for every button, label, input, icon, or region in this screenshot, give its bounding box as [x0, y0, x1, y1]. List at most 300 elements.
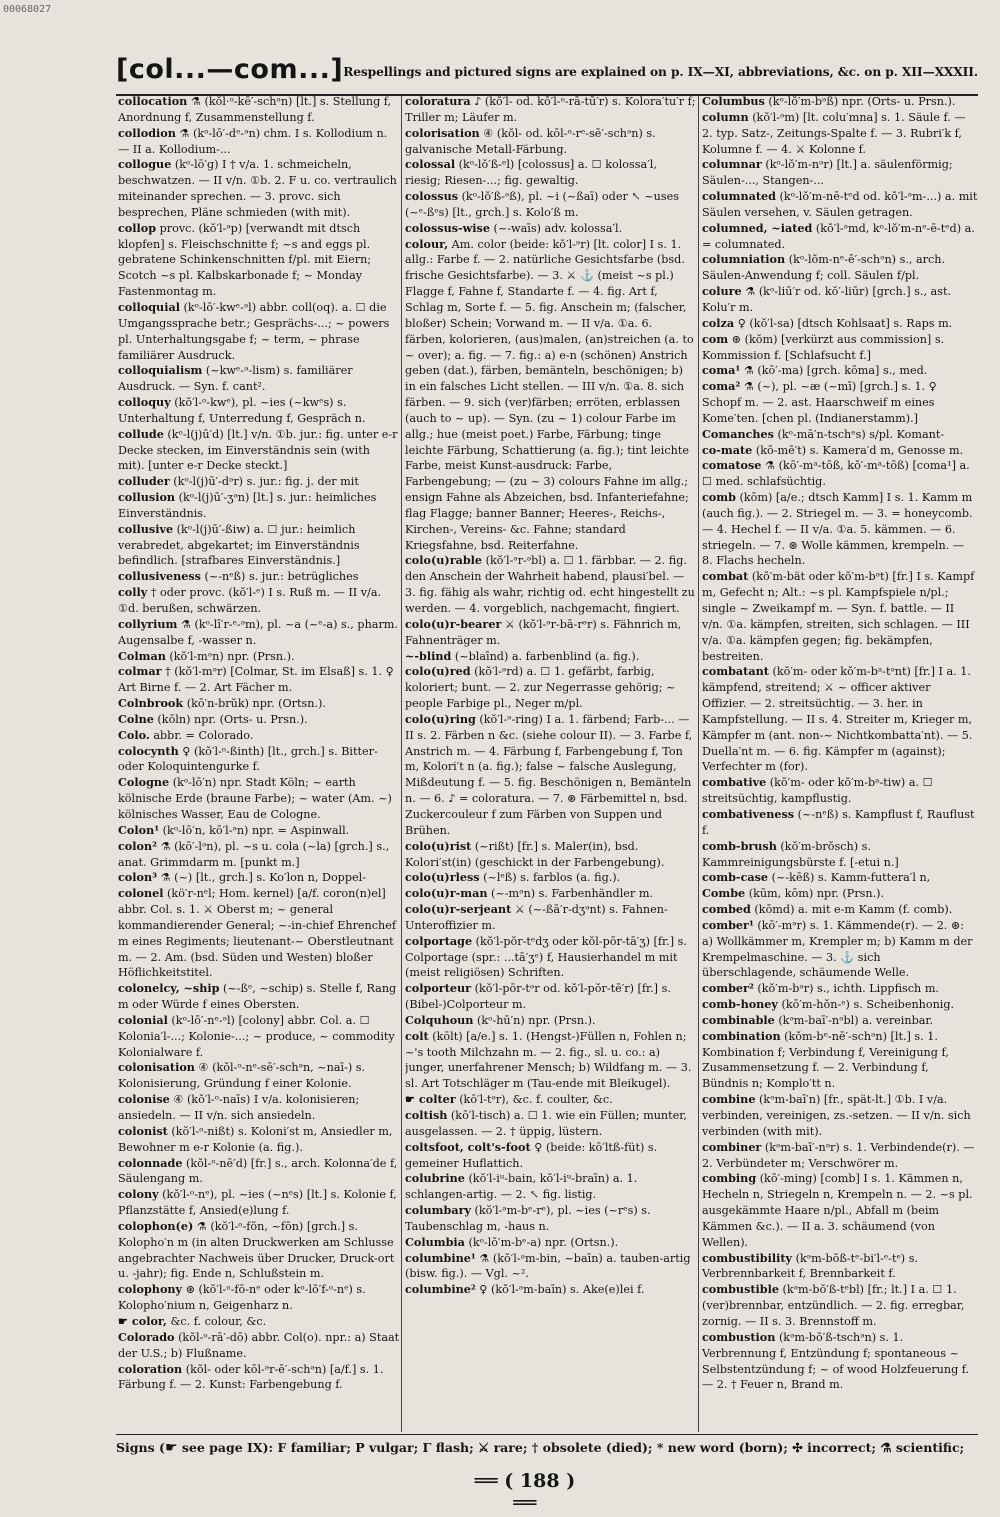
dictionary-entry [405, 981, 696, 1013]
entry-text: (kᵒ-lŏ′ß-ᵉl) [colossus] a. ☐ kolossa′l, riesig; Riesen-...; fig. gewaltig. [405, 158, 657, 188]
entry-headword: combustible [702, 1282, 779, 1297]
dictionary-entry [405, 870, 696, 886]
dictionary-entry [118, 1187, 400, 1219]
entry-headword: coltish [405, 1108, 448, 1122]
entry-headword: colloquialism [118, 363, 203, 378]
entry-headword: coloration [118, 1361, 183, 1376]
entry-text: (kᵊm-baī′-nᵊr) s. 1. Verbindende(r). — 2. Verbündeter m; Verschwörer m. [702, 1140, 975, 1170]
entry-headword: collocation [118, 94, 188, 108]
entry-text: (kᵊm-baī′-nᵊbl) a. vereinbar. [774, 1013, 934, 1027]
entry-text: (kō′l-tisch) a. ☐ 1. wie ein Füllen; munter, ausgelassen. — 2. † üppig, lüstern. [405, 1109, 687, 1138]
entry-text: (kŏ′l-ᵒ-nᵉ), pl. ~ies (~nᵉs) [lt.] s. Kolonie f, Pflanzstätte f, Ansied(e)lung f. [118, 1188, 397, 1218]
dictionary-entry [118, 839, 400, 871]
entry-text: (kᵊm-bŏ′ß-tᵉbl) [fr.; lt.] I a. ☐ 1. (ver)brennbar, entzündlich. — 2. fig. erregbar, zornig. — II s. 3. Brennstoff m. [702, 1283, 965, 1328]
entry-text: (kᵒ-lō′n, kō′l-ᵊn) npr. = Aspinwall. [159, 823, 350, 837]
dictionary-entry [702, 1330, 978, 1393]
dictionary-entry [118, 823, 400, 839]
dictionary-entry [702, 1171, 978, 1250]
dictionary-entry [405, 1013, 696, 1029]
dictionary-entry [702, 1282, 978, 1330]
entry-text: (kᵒ-lŏ′m-bᵊß) npr. (Orts- u. Prsn.). [764, 95, 956, 108]
entry-headword: combativeness [702, 806, 795, 821]
dictionary-entry [405, 126, 696, 158]
entry-headword: colonnade [118, 1155, 183, 1170]
entry-headword: colophon(e) [118, 1218, 194, 1233]
entry-text: ④ (kŏ′l-ᵒ-naīs) I v/a. kolonisieren; ansiedeln. — II v/n. sich ansiedeln. [118, 1093, 360, 1122]
entry-text: (kᵒ-l(j)ū′-dᵊr) s. jur.: fig. j. der mit [169, 475, 359, 489]
entry-headword: collogue [118, 157, 172, 172]
entry-headword: combatant [702, 664, 769, 679]
entry-headword: combustibility [702, 1250, 793, 1265]
dictionary-entry [118, 728, 400, 744]
dictionary-entry [702, 379, 978, 427]
dictionary-entry [118, 744, 400, 776]
entry-headword: colossal [405, 157, 456, 172]
entry-text: (kᵒ-lŏ′m-nē-tᵉd od. kŏ′l-ᵊm-...) a. mit Säulen versehen, v. Säulen getragen. [702, 190, 978, 219]
entry-headword: colloquy [118, 395, 171, 410]
entry-text: (kᵒ-l(j)ū′d) [lt.] v/n. ①b. jur.: fig. unter e-r Decke stecken, im Einverständnis sein (with mit). [unter e-r Decke steckt.] [118, 427, 398, 473]
entry-headword: columbary [405, 1203, 471, 1218]
dictionary-entry [702, 902, 978, 918]
entry-headword: colly [118, 585, 148, 600]
footer-rule [116, 1434, 978, 1435]
entry-headword: coltsfoot, colt's-foot [405, 1139, 531, 1154]
dictionary-entry [405, 649, 696, 665]
entry-text: (~-ßᵉ, ~schip) s. Stelle f, Rang m oder Würde f eines Obersten. [118, 982, 397, 1012]
dictionary-entry [702, 664, 978, 775]
entry-headword: colza [702, 315, 735, 330]
dictionary-entry [118, 395, 400, 427]
dictionary-entry [405, 1029, 696, 1092]
dictionary-entry [702, 252, 978, 284]
signs-text: see page IX): F familiar; P vulgar; Γ flash; ⚔ rare; † obsolete (died); * new word (born); ✣ incorrect; ⚗ scientific; [181, 1440, 965, 1455]
entry-headword: colubrine [405, 1171, 465, 1186]
entry-headword: comb-brush [702, 838, 777, 853]
entry-text: (kᵒ-lō′-kwᵉ-ᵊl) abbr. coll(oq). a. ☐ die Umgangssprache betr.; Gesprächs-...; ~ powers pl. Unterhaltungsgabe f; ~ term, ~ phrase familiärer Ausdruck. [118, 300, 390, 362]
entry-headword: combative [702, 775, 767, 790]
entry-headword: colo(u)r-man [405, 886, 488, 901]
entry-headword: ☛ colter [405, 1092, 456, 1107]
entry-text: (kŏ′m- oder kŏ′m-bᵃ-tᵊnt) [fr.] I a. 1. kämpfend, streitend; ⚔ ~ officer aktiver Offizier. — 2. streitsüchtig. — 3. her. in Kampfstellung. — II s. 4. Streiter m, Krieger m, Kämpfer m (ant. non-~ Nichtkombatta′nt). — 5. Duella′nt m. — 6. fig. Kämpfer m (against); Verfechter m (for). [702, 665, 973, 774]
dictionary-entry [702, 363, 978, 379]
entry-text: ⚗ (kᵒ-lō′-dᵉ-ᵊn) chm. I s. Kollodium n. — II a. Kollodium-... [118, 126, 388, 156]
entry-headword: colo(u)red [405, 664, 471, 679]
dictionary-entry [118, 664, 400, 696]
dictionary-entry [118, 474, 400, 490]
entry-headword: colportage [405, 933, 473, 948]
entry-headword: colloquial [118, 299, 180, 314]
entry-headword: coma² [702, 379, 741, 394]
entry-text: ⚗ (kŏ′l-ᵊm-bin, ~baīn) a. tauben-artig (bisw. fig.). — Vgl. ~². [405, 1251, 691, 1281]
entry-text: Am. color (beide: kŏ′l-ᵊr) [lt. color] I s. 1. allg.: Farbe f. — 2. natürliche Gesichtsfarbe (bsd. frische Gesichtsfarbe). — 3. ⚔ ⚓ (meist ~s pl.) Flagge f, Fahne f, Standarte f. — 4. fig. Art f, Schlag m, Sorte f. — 5. fig. Anschein m; (falscher, bloßer) Schein; Vorwand m. — II v/a. ①a. 6. färben, kolorieren, (aus)malen, (an)streichen (a. to ~ over); a. fig. — 7. fig.: a) e-n (schönen) Anstrich geben (dat.), färben, bemänteln, beschönigen; b) in ein falsches Licht stellen. — III v/n. ①a. 8. sich färben. — 9. sich (ver)färben; erröten, erblassen (auch to ~ up). — Syn. (zu ~ 1) colour Farbe im allg.; hue (meist poet.) Farbe, Färbung; tinge leichte Färbung, Schattierung (a. fig.); tint leichte Farbe, meist Kunst-ausdruck: Farbe, Farbengebung; — (zu ~ 3) colours Fahne im allg.; ensign Fahne als Abzeichen, bsd. Infanteriefahne; flag Flagge; banner Banner; Heeres-, Reichs-, Kirchen-, Vereins- &c. Fahne; standard Kriegsfahne, bsd. Reiterfahne. [405, 237, 694, 552]
entry-headword: colo(u)rless [405, 870, 480, 885]
entry-text: (kᵒ-lŏ′ß-ᵊß), pl. ~i (~ßaī) oder ↖ ~uses (~ᵉ-ßᵉs) [lt., grch.] s. Kolo′ß m. [405, 190, 679, 219]
entry-text: ♀ (kŏ′l-ᵊm-baīn) s. Ake(e)lei f. [475, 1283, 645, 1297]
dictionary-entry [405, 189, 696, 221]
entry-text: (kŏl-ᵒ-nē′d) [fr.] s., arch. Kolonna′de f, Säulengang m. [118, 1156, 398, 1186]
entry-headword: Columbus [702, 94, 765, 108]
entry-headword: colonel [118, 886, 164, 901]
entry-headword: columbine² [405, 1282, 476, 1297]
entry-text: ⚔ (~-ßā′r-dʒᵊnt) s. Fahnen-Unteroffizier m. [405, 903, 668, 932]
entry-headword: combiner [702, 1139, 762, 1154]
entry-text: (kᵒ-lŏ′m-bᵉ-a) npr. (Ortsn.). [464, 1235, 619, 1249]
dictionary-entry [702, 458, 978, 490]
page-header [116, 52, 978, 96]
entry-text: (kō′-mᵊr) s. 1. Kämmende(r). — 2. ⊛: a) Wollkämmer m, Krempler m; b) Kamm m der Krempelmaschine. — 3. ⚓ sich überschlagende, schäumende Welle. [702, 918, 973, 980]
entry-headword: colossus-wise [405, 220, 490, 235]
entry-text: (kōmd) a. mit e-m Kamm (f. comb). [750, 903, 953, 917]
dictionary-entry [405, 221, 696, 237]
entry-headword: colonelcy, ~ship [118, 981, 220, 996]
dictionary-entry [405, 617, 696, 649]
guide-words: [col...—com...] [116, 54, 344, 85]
entry-text: (kᵒ-hū′n) npr. (Prsn.). [473, 1013, 596, 1027]
entry-headword: comb-honey [702, 997, 778, 1012]
entry-headword: collusive [118, 521, 174, 536]
entry-text: (kō′-ming) [comb] I s. 1. Kämmen n, Hecheln n, Striegeln n, Krempeln n. — 2. ~s pl. ausgekämmte Haare n/pl., Abfall m (beim Kämmen &c.). — II a. 3. schäumend (von Wellen). [702, 1172, 973, 1249]
dictionary-entry [405, 934, 696, 982]
entry-text: (kŏ′m- oder kŏ′m-bᵃ-tiw) a. ☐ streitsüchtig, kampflustig. [702, 776, 933, 806]
dictionary-entry [702, 1092, 978, 1140]
entry-text: ♪ (kŏ′l- od. kō′l-ᵒ-rā-tū′r) s. Kolora′tu′r f; Triller m; Läufer m. [405, 95, 696, 124]
entry-headword: colon² [118, 838, 158, 853]
entry-text: (kŏ′l-ᵊr-ᵊbl) a. ☐ 1. färbbar. — 2. fig. den Anschein der Wahrheit habend, plausi′bel. — 3. fig. fähig als wahr, richtig od. echt hingestellt zu werden. — 4. vorgeblich, nachgemacht, fingiert. [405, 554, 695, 615]
dictionary-entry [702, 807, 978, 839]
entry-text: (kō-mē′t) s. Kamera′d m, Genosse m. [752, 443, 964, 457]
dictionary-entry [702, 981, 978, 997]
dictionary-entry [702, 332, 978, 364]
entry-headword: colo(u)ring [405, 711, 476, 726]
entry-headword: colorisation [405, 125, 480, 140]
dictionary-entry [702, 569, 978, 664]
entry-headword: colo(u)rist [405, 838, 472, 853]
dictionary-entry [118, 1156, 400, 1188]
dictionary-entry [702, 427, 978, 443]
entry-headword: collyrium [118, 616, 178, 631]
dictionary-entry [118, 1330, 400, 1362]
entry-headword: Colorado [118, 1329, 175, 1344]
entry-text: (kᵒ-lŏm-nᵉ-ē′-schᵊn) s., arch. Säulen-Anwendung f; coll. Säulen f/pl. [702, 253, 946, 283]
entry-headword: Combe [702, 886, 746, 901]
dictionary-entry [405, 664, 696, 712]
entry-text: ⚗ (~) [lt., grch.] s. Ko′lon n, Doppel- [157, 871, 366, 885]
entry-text: (kōm) [a/e.; dtsch Kamm] I s. 1. Kamm m (auch fig.). — 2. Striegel m. — 3. = honeycomb. — 4. Hechel f. — II v/a. ①a. 5. kämmen. — 6. striegeln. — 7. ⊛ Wolle kämmen, krempeln. — 8. Flachs hecheln. [702, 491, 973, 568]
dictionary-entry [118, 981, 400, 1013]
entry-text: ⊛ (kŏm) [verkürzt aus commission] s. Kommission f. [Schlafsucht f.] [702, 332, 945, 362]
dictionary-entry [118, 569, 400, 585]
page-number-value: 188 [519, 1470, 560, 1492]
entry-text: (~blaīnd) a. farbenblind (a. fig.). [451, 649, 640, 663]
entry-text: (kŏ′l-iᵘ-bain, kŏ′l-iᵘ-braīn) a. 1. schlangen-artig. — 2. ↖ fig. listig. [405, 1172, 638, 1202]
entry-headword: combine [702, 1092, 756, 1107]
entry-text: (kᵒ-lō′-nᵉ-ᵊl) [colony] abbr. Col. a. ☐ Kolonia′l-...; Kolonie-...; ~ produce, ~ commodity Kolonialware f. [118, 1013, 395, 1059]
entry-text: (~-nᵉß) s. jur.: betrügliches [200, 570, 359, 584]
entry-headword: columniation [702, 252, 786, 267]
dictionary-entry [702, 1140, 978, 1172]
column-1 [118, 94, 400, 1434]
entry-headword: comber² [702, 981, 754, 996]
dictionary-entry [118, 585, 400, 617]
entry-headword: Colquhoun [405, 1012, 474, 1027]
entry-text: (kŏ′m-brŏsch) s. Kammreinigungsbürste f. [-etui n.] [702, 839, 899, 869]
entry-text: (kōlt) [a/e.] s. 1. (Hengst-)Füllen n, Fohlen n; ~'s tooth Milchzahn m. — 2. fig., sl. u. co.: a) junger, unerfahrener Mensch; b) Wildfang m. — 3. sl. Art Totschläger m (Tau-ende mit Bleikugel). [405, 1029, 692, 1091]
dictionary-entry [702, 1029, 978, 1092]
entry-text: ⚗ (kᵒ-liū′r od. kŏ′-liūr) [grch.] s., ast. Kolu′r m. [702, 285, 952, 314]
entry-text: ⚗ (kō′-lᵊn), pl. ~s u. cola (~la) [grch.] s., anat. Grimmdarm m. [punkt m.] [118, 839, 390, 869]
entry-headword: collop [118, 220, 157, 235]
entry-text: (kᵒ-l(j)ū′-ʒᵊn) [lt.] s. jur.: heimliches Einverständnis. [118, 491, 377, 520]
entry-headword: collude [118, 426, 164, 441]
entry-text: (~-kēß) s. Kamm-futtera′l n, [768, 871, 931, 885]
entry-headword: colonisation [118, 1060, 195, 1075]
dictionary-entry [702, 490, 978, 569]
entry-headword: Colman [118, 648, 166, 663]
entry-headword: combinable [702, 1012, 775, 1027]
entry-headword: collusion [118, 490, 176, 505]
signs-legend: Signs (☛ see page IX): F familiar; P vulgar; Γ flash; ⚔ rare; † obsolete (died); * new word (born); ✣ incorrect; ⚗ scientific; [116, 1440, 965, 1456]
column-divider [698, 96, 699, 1432]
dictionary-entry [118, 427, 400, 475]
entry-headword: colluder [118, 474, 170, 489]
entry-text: (kŏ′l-ᵒ-kwᵉ), pl. ~ies (~kwᵉs) s. Unterhaltung f, Unterredung f, Gespräch n. [118, 396, 366, 425]
entry-text: (kᵒ-lō′n) npr. Stadt Köln; ~ earth kölnische Erde (braune Farbe); ~ water (Am. ~) kölnisches Wasser, Eau de Cologne. [118, 776, 392, 821]
entry-headword: colocynth [118, 743, 179, 758]
column-3 [702, 94, 978, 1434]
dictionary-entry [702, 918, 978, 981]
dictionary-entry [118, 1124, 400, 1156]
entry-text: ⚗ (kŏ′l-ᵒ-fŏn, ~fōn) [grch.] s. Kolopho′n m (in alten Druckwerken am Schlusse angebrachter Nachweis über Drucker, Druck-ort u. -jahr); fig. Ende n, Schlußstein m. [118, 1219, 395, 1281]
entry-headword: coma¹ [702, 363, 741, 378]
dictionary-entry [702, 1013, 978, 1029]
entry-headword: columnar [702, 157, 762, 172]
entry-headword: coloratura [405, 94, 471, 108]
entry-text: (kŏ′m-bᵊr) s., ichth. Lippfisch m. [753, 982, 939, 996]
entry-headword: colonise [118, 1092, 170, 1107]
dictionary-entry [405, 1235, 696, 1251]
entry-text: (kūm, kōm) npr. (Prsn.). [745, 887, 885, 901]
entry-headword: colo(u)r-bearer [405, 616, 502, 631]
dictionary-entry [118, 712, 400, 728]
page-number: ══ ( 188 ) ══ [474, 1470, 576, 1514]
dictionary-entry [118, 1362, 400, 1394]
entry-text: (~-waīs) adv. kolossa′l. [489, 221, 623, 235]
entry-text: (kŏl-ᵒ-rā′-dō) abbr. Col(o). npr.: a) Staat der U.S.; b) Flußname. [118, 1330, 400, 1360]
entry-text: (kŏ′m-bät oder kŏ′m-bᵊt) [fr.] I s. Kampf m, Gefecht n; Alt.: ~s pl. Kampfspiele n/pl.; single ~ Zweikampf m. — Syn. f. battle. — II v/n. ①a. kämpfen, streiten, sich schlagen. — III v/a. ①a. kämpfen gegen; fig. bekämpfen, bestreiten. [702, 570, 975, 663]
dictionary-entry [702, 839, 978, 871]
entry-text: (kᵊm-bŏß-tᵉ-bi′l-ᵉ-tᵉ) s. Verbrennbarkeit f, Brennbarkeit f. [702, 1251, 919, 1281]
entry-text: † oder provc. (kŏ′l-ᵉ) I s. Ruß m. — II v/a. ①d. berußen, schwärzen. [118, 586, 382, 615]
dictionary-entry [118, 617, 400, 649]
entry-headword: comb-case [702, 870, 769, 885]
dictionary-entry [118, 157, 400, 220]
entry-text: (kō′l-tᵊr), &c. f. coulter, &c. [455, 1093, 613, 1107]
column-2 [405, 94, 696, 1434]
entry-headword: colonial [118, 1012, 168, 1027]
entry-text: (kŏ′l-ᵊmd, kᵒ-lŏ′m-nᵉ-ē-tᵉd) a. = columnated. [702, 221, 975, 251]
entry-text: (kō′m-hŏn-ᵉ) s. Scheibenhonig. [777, 998, 955, 1012]
dictionary-entry [405, 1203, 696, 1235]
dictionary-entry [118, 300, 400, 363]
entry-headword: com [702, 331, 729, 346]
dictionary-entry [405, 886, 696, 902]
entry-headword: colt [405, 1028, 429, 1043]
dictionary-entry [405, 1108, 696, 1140]
entry-headword: combat [702, 569, 749, 584]
dictionary-entry [702, 189, 978, 221]
column-divider [401, 96, 402, 1432]
dictionary-entry [405, 237, 696, 554]
entry-text: (kᵒ-lō′g) I † v/a. 1. schmeicheln, beschwatzen. — II v/n. ①b. 2. F u. co. vertraulich miteinander sprechen. — 3. provc. sich besprechen, Pläne schmieden (with mit). [118, 158, 397, 219]
entry-text: ♀ (kŏ′l-sa) [dtsch Kohlsaat] s. Raps m. [734, 316, 953, 330]
dictionary-entry [702, 443, 978, 459]
entry-text: (kŏm-bᵉ-nē′-schᵊn) [lt.] s. 1. Kombination f; Verbindung f, Vereinigung f, Zusammensetzung f. — 2. Verbindung f, Bündnis n; Komplo′tt n. [702, 1029, 949, 1091]
entry-text: ⚗ (kō′-mᵃ-tōß, kŏ′-mᵃ-tōß) [coma¹] a. ☐ med. schlafsüchtig. [702, 459, 970, 489]
entry-text: (kŏ′l-ᵊm) [lt. colu′mna] s. 1. Säule f. — 2. typ. Satz-, Zeitungs-Spalte f. — 3. Rubri′k f, Kolumne f. — 4. ⚔ Kolonne f. [702, 110, 966, 156]
dictionary-entry [405, 1251, 696, 1283]
entry-headword: colophony [118, 1282, 183, 1297]
entry-headword: columnated [702, 189, 776, 204]
entry-text: &c. f. colour, &c. [166, 1314, 267, 1328]
dictionary-entry [118, 490, 400, 522]
dictionary-entry [405, 1282, 696, 1298]
entry-text: ⚔ (kŏ′l-ᵊr-bā-rᵊr) s. Fähnrich m, Fahnenträger m. [405, 617, 682, 647]
entry-text: (~-mᵊn) s. Farbenhändler m. [487, 887, 653, 901]
dictionary-entry [118, 1282, 400, 1314]
entry-headword: colporteur [405, 981, 472, 996]
entry-headword: comber¹ [702, 917, 754, 932]
entry-text: (~lᵉß) s. farblos (a. fig.). [479, 871, 621, 885]
scan-page-id: 00068027 [3, 4, 52, 15]
entry-text: (kŏ′l-pŏr-tᵉdʒ oder kŏl-pōr-tā′ʒ) [fr.] s. Colportage (spr.: ...tā′ʒᵉ) f, Hausierhandel m mit (meist religiösen) Schriften. [405, 934, 687, 980]
entry-headword: collusiveness [118, 569, 201, 584]
entry-text: ⊛ (kŏ′l-ᵒ-fō-nᵉ oder kᵒ-lŏ′f-ᵒ-nᵉ) s. Kolopho′nium n, Geigenharz n. [118, 1283, 366, 1313]
dictionary-entry [702, 157, 978, 189]
entry-text: (~kwᵉ-ᵊ-lism) s. familiärer Ausdruck. — Syn. f. cant². [118, 364, 353, 394]
dictionary-entry [118, 363, 400, 395]
double-bar-icon: ══ [513, 1492, 537, 1514]
entry-text: (kᵒ-l(j)ū′-ßiw) a. ☐ jur.: heimlich verabredet, abgekartet; im Einverständnis befindlich. [strafbares Einverständnis.] [118, 522, 360, 568]
entry-text: ⚗ (~), pl. ~æ (~mī) [grch.] s. 1. ♀ Schopf m. — 2. ast. Haarschweif m eines Kome′ten. [chen pl. (Indianerstamm).] [702, 380, 937, 425]
dictionary-entry [118, 1060, 400, 1092]
entry-headword: Comanches [702, 426, 774, 441]
entry-headword: comatose [702, 458, 762, 473]
dictionary-entry [118, 94, 400, 126]
entry-headword: combed [702, 902, 751, 917]
dictionary-entry [405, 1092, 696, 1108]
entry-headword: colonist [118, 1123, 168, 1138]
entry-text: (kŏl- oder kōl-ᵊr-ē′-schᵊn) [a/f.] s. 1. Färbung f. — 2. Kunst: Farbengebung f. [118, 1362, 384, 1392]
entry-headword: co-mate [702, 442, 753, 457]
entry-headword: ~-blind [405, 648, 452, 663]
entry-headword: colmar [118, 664, 162, 679]
entry-headword: colo(u)r-serjeant [405, 902, 512, 917]
entry-text: ♀ (kŏ′l-ᵒ-ßinth) [lt., grch.] s. Bitter- oder Koloquintengurke f. [118, 744, 378, 774]
dictionary-entry [118, 886, 400, 981]
entry-headword: ☛ color, [118, 1313, 167, 1328]
entry-headword: Columbia [405, 1234, 465, 1249]
dictionary-entry [118, 126, 400, 158]
entry-headword: combination [702, 1028, 781, 1043]
entry-text: (kᵒ-mā′n-tschᵉs) s/pl. Komant- [773, 427, 945, 441]
dictionary-entry [702, 775, 978, 807]
pointing-hand-icon: ☛ [164, 1440, 178, 1456]
entry-text: (kŏ′l-ᵒ-nißt) s. Koloni′st m, Ansiedler m, Bewohner m e-r Kolonie (a. fig.). [118, 1124, 393, 1154]
entry-text: ④ (kŏl- od. kōl-ᵒ-rᵉ-sē′-schᵊn) s. galvanische Metall-Färbung. [405, 126, 656, 156]
entry-text: (~rißt) [fr.] s. Maler(in), bsd. Kolori′st(in) (geschickt in der Farbengebung). [405, 839, 665, 869]
entry-text: ⚗ (kᵒ-lī′r-ᵉ-ᵊm), pl. ~a (~ᵉ-a) s., pharm. Augensalbe f, -wasser n. [118, 617, 398, 647]
entry-text: (~-nᵉß) s. Kampflust f, Rauflust f. [702, 807, 975, 837]
entry-headword: combustion [702, 1329, 776, 1344]
entry-headword: colony [118, 1187, 159, 1202]
dictionary-entry [702, 284, 978, 316]
dictionary-entry [118, 696, 400, 712]
dictionary-entry [405, 94, 696, 126]
entry-text: (kō′n-brŭk) npr. (Ortsn.). [183, 697, 326, 711]
entry-text: (kŏ′l-ᵊrd) a. ☐ 1. gefärbt, farbig, koloriert; bunt. — 2. zur Negerrasse gehörig; ~ people Farbige pl., Neger m/pl. [405, 665, 676, 711]
entry-text: † (kŏ′l-mᵊr) [Colmar, St. im Elsaß] s. 1. ♀ Art Birne f. — 2. Art Fächer m. [118, 665, 394, 695]
entry-text: provc. (kŏ′l-ᵊp) [verwandt mit dtsch klopfen] s. Fleischschnitte f; ~s and eggs pl. gebratene Schinkenschnitten f/pl. mit Eiern; Scotch ~s pl. Kalbskarbonade f; ~ Monday Fastenmontag m. [118, 221, 372, 299]
entry-text: ⚗ (kō′-ma) [grch. kōma] s., med. [740, 364, 928, 378]
dictionary-entry [405, 1171, 696, 1203]
entry-headword: Colo. [118, 727, 150, 742]
entry-headword: columned, ~iated [702, 220, 813, 235]
dictionary-entry [118, 1013, 400, 1061]
dictionary-entry [702, 221, 978, 253]
dictionary-entry [405, 712, 696, 839]
entry-text: (kŏ′l-mᵊn) npr. (Prsn.). [165, 649, 295, 663]
entry-headword: colour, [405, 236, 449, 251]
entry-headword: Colne [118, 711, 154, 726]
entry-text: (kö′r-nᵉl; Hom. kernel) [a/f. coron(n)el] abbr. Col. s. 1. ⚔ Oberst m; ~ general kommandierender General; ~-in-chief Ehrenchef m eines Regiments; lieutenant-~ Oberstleutnant m. — 2. Am. (bsd. Süden und Westen) bloßer Höflichkeitstitel. [118, 887, 396, 980]
entry-headword: colo(u)rable [405, 553, 483, 568]
dictionary-entry [118, 1092, 400, 1124]
entry-text: (kŏ′l-ᵊm-bᵉ-rᵉ), pl. ~ies (~rᵉs) s. Taubenschlag m, -haus n. [405, 1204, 651, 1233]
dictionary-entry [118, 649, 400, 665]
dictionary-entry [702, 110, 978, 158]
dictionary-entry [405, 839, 696, 871]
dictionary-entry [118, 522, 400, 570]
entry-headword: Colon¹ [118, 822, 160, 837]
dictionary-entry [118, 221, 400, 300]
header-note: Respellings and pictured signs are explained on p. IX—XI, abbreviations, &c. on p. XII—XXXII. [343, 65, 978, 79]
entry-headword: combing [702, 1171, 757, 1186]
dictionary-entry [118, 775, 400, 823]
entry-headword: Colnbrook [118, 696, 184, 711]
entry-text: (kōln) npr. (Orts- u. Prsn.). [153, 712, 308, 726]
entry-text: ⚗ (kŏl·ᵒ-kē′-schᵊn) [lt.] s. Stellung f, Anordnung f, Zusammenstellung f. [118, 95, 392, 124]
entry-headword: colossus [405, 189, 459, 204]
dictionary-entry [405, 553, 696, 616]
entry-headword: columbine¹ [405, 1250, 476, 1265]
signs-title: Signs [116, 1440, 155, 1455]
dictionary-entry [118, 1314, 400, 1330]
entry-text: (kᵊm-bŏ′ß-tschᵊn) s. 1. Verbrennung f, Entzündung f; spontaneous ~ Selbstentzündung f; ~ of wood Holzfeuerung f. — 2. † Feuer n, Brand m. [702, 1330, 970, 1392]
dictionary-entry [702, 316, 978, 332]
entry-headword: comb [702, 490, 736, 505]
entry-text: ④ (kŏl-ᵒ-nᵉ-sē′-schᵊn, ~naī-) s. Kolonisierung, Gründung f einer Kolonie. [118, 1061, 366, 1091]
dictionary-entry [702, 886, 978, 902]
dictionary-entry [405, 1140, 696, 1172]
entry-headword: collodion [118, 125, 176, 140]
entry-text: (kŏ′l-pōr-tᵊr od. kŏ′l-pŏr-tē′r) [fr.] s. (Bibel-)Colporteur m. [405, 982, 671, 1012]
dictionary-entry [118, 870, 400, 886]
entry-text: abbr. = Colorado. [149, 728, 254, 742]
dictionary-entry [118, 1219, 400, 1282]
entry-headword: Cologne [118, 775, 170, 790]
dictionary-entry [702, 997, 978, 1013]
dictionary-entry [405, 902, 696, 934]
